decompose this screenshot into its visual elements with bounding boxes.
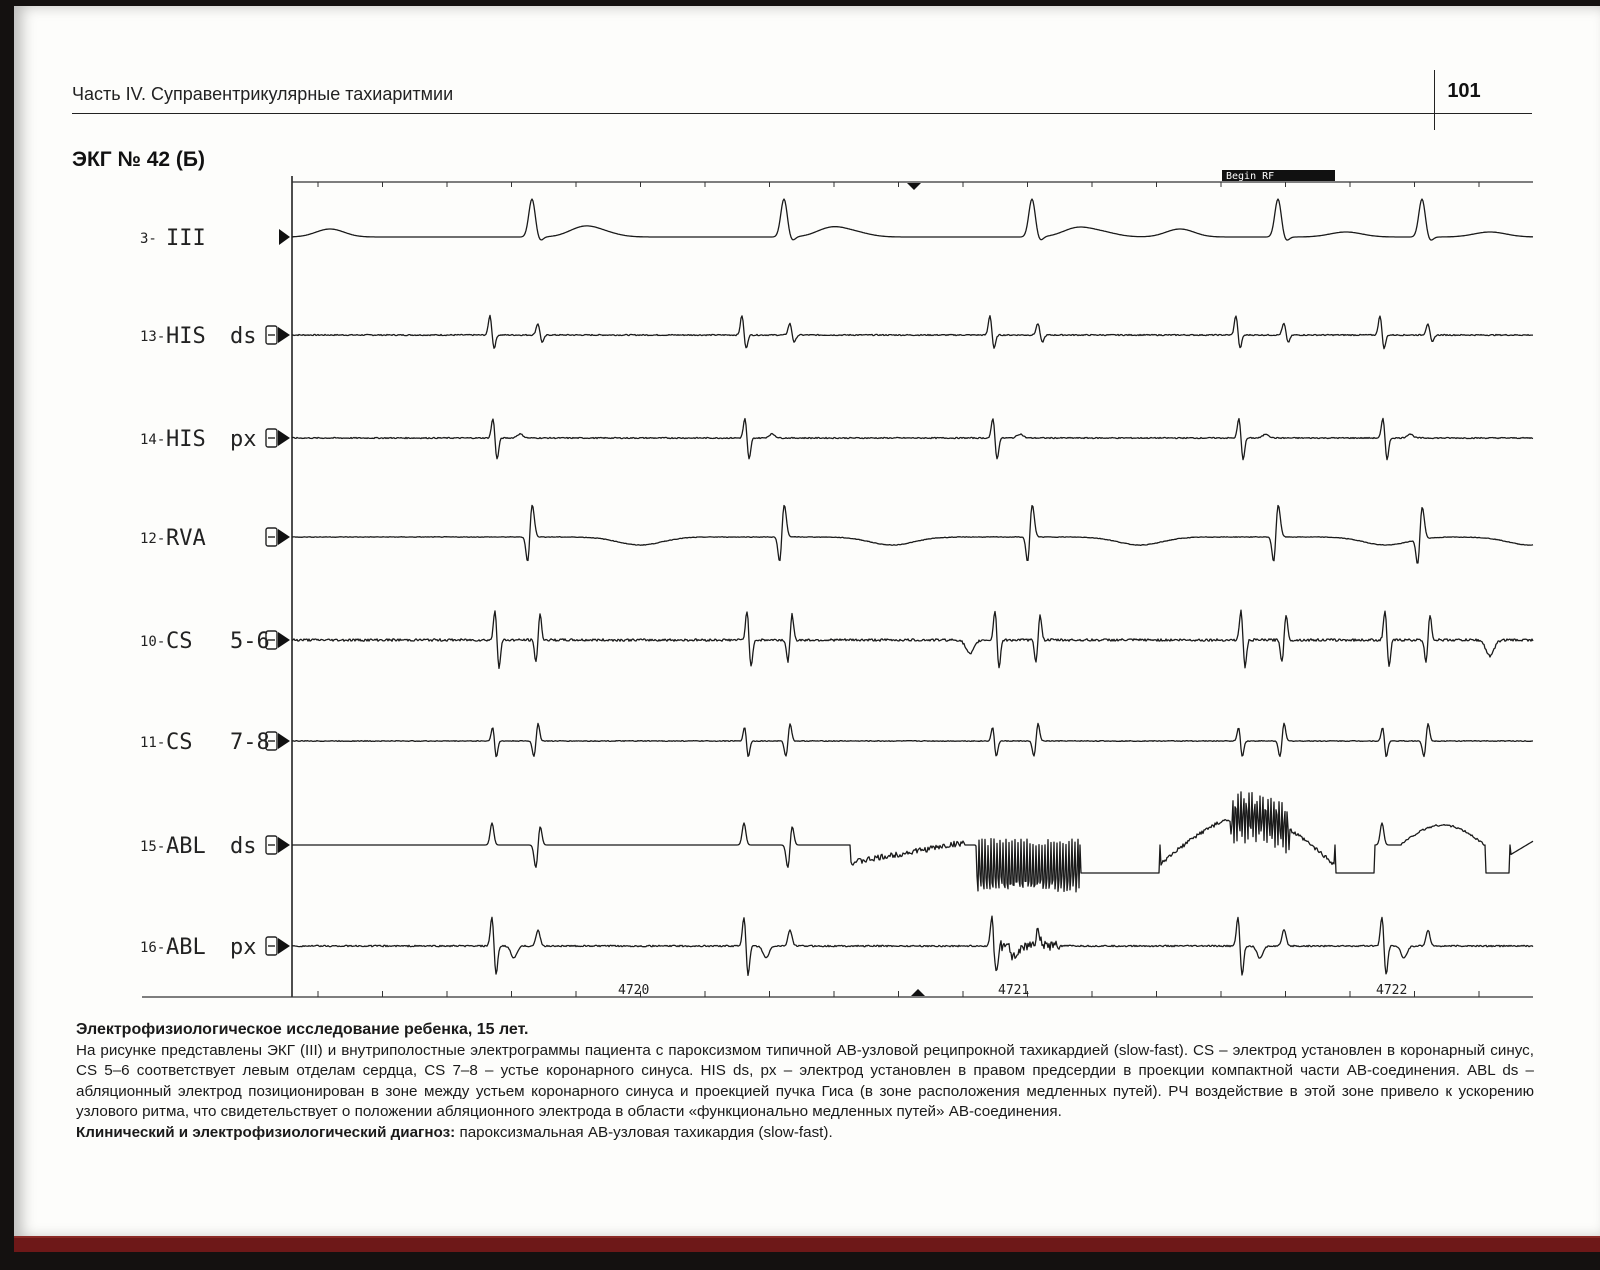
channel-arrow-icon xyxy=(278,327,290,343)
running-title: Часть IV. Суправентрикулярные тахиаритмии xyxy=(72,84,454,104)
channel-arrow-icon xyxy=(278,529,290,545)
channel-trace xyxy=(292,199,1533,240)
channel-trace xyxy=(292,610,1533,668)
channel-suffix: 5-6 xyxy=(230,629,270,654)
diagnosis-text: пароксизмальная АВ-узловая тахикардия (slow-fast). xyxy=(459,1123,833,1141)
channel-number: 12- xyxy=(140,531,166,547)
cursor-marker-top xyxy=(907,183,921,190)
channel-trace xyxy=(292,723,1533,756)
begin-rf-label: Begin RF xyxy=(1226,171,1275,182)
channel-name: CS xyxy=(166,629,193,654)
channel-number: 14- xyxy=(140,432,166,448)
channel-arrow-icon xyxy=(278,837,290,853)
channel-arrow-icon xyxy=(278,430,290,446)
channel-trace xyxy=(292,505,1533,563)
channel-number: 16- xyxy=(140,940,166,956)
channel-arrow-icon xyxy=(278,632,290,648)
figure-caption xyxy=(76,1020,1534,1143)
channel-number: 10- xyxy=(140,634,166,650)
channel-trace xyxy=(292,315,1533,348)
channel-suffix: px xyxy=(230,935,257,960)
channel-arrow-icon xyxy=(278,733,290,749)
channel-suffix: px xyxy=(230,427,257,452)
channel-name: CS xyxy=(166,730,193,755)
channel-trace xyxy=(292,792,1533,892)
channel-suffix: ds xyxy=(230,324,257,349)
channel-name: III xyxy=(166,226,206,251)
channel-name: ABL xyxy=(166,834,206,859)
channel-name: HIS xyxy=(166,427,206,452)
channel-trace xyxy=(292,916,1533,975)
time-label: 4721 xyxy=(998,983,1030,998)
channel-suffix: ds xyxy=(230,834,257,859)
channel-labels xyxy=(140,226,290,960)
tracing-frame xyxy=(142,170,1533,997)
caption-body: На рисунке представлены ЭКГ (III) и внутриполостные электрограммы пациента с пароксизмом типичной АВ-узловой реципрокной тахикардией (slow-fast). CS – электрод установлен в коронарный синус, CS 5–6 соответствует левым отделам сердца, CS 7–8 – устье коронарного синуса. HIS ds, px – электрод установлен в правом предсердии в проекции компактной части АВ-соединения. ABL ds – абляционный электрод позиционирован в зоне между устьем коронарного синуса и проекцией пучка Гиса (в зоне расположения медленных путей). РЧ воздействие в этой зоне привело к ускорению узлового ритма, что свидетельствует о положении абляционного электрода в области «функционально медленных путей» АВ-соединения. xyxy=(76,1041,1534,1120)
channel-arrow-icon xyxy=(278,938,290,954)
figure-title: ЭКГ № 42 (Б) xyxy=(72,148,206,171)
channel-number: 15- xyxy=(140,839,166,855)
channel-number: 13- xyxy=(140,329,166,345)
channel-arrow-icon xyxy=(279,229,290,245)
page-number: 101 xyxy=(1447,80,1481,102)
caption-title: Электрофизиологическое исследование ребенка, 15 лет. xyxy=(76,1021,529,1038)
time-label: 4722 xyxy=(1376,983,1408,998)
book-edge xyxy=(14,1236,1600,1252)
channel-trace xyxy=(292,418,1533,459)
channel-traces xyxy=(292,199,1533,975)
diagnosis-label: Клинический и электрофизиологический диагноз: xyxy=(76,1123,456,1141)
channel-number: 11- xyxy=(140,735,166,751)
cursor-marker-bottom xyxy=(911,989,925,996)
time-marks xyxy=(618,983,1407,998)
channel-suffix: 7-8 xyxy=(230,730,270,755)
channel-name: ABL xyxy=(166,935,206,960)
channel-name: HIS xyxy=(166,324,206,349)
time-label: 4720 xyxy=(618,983,650,998)
channel-number: 3- xyxy=(140,231,157,247)
channel-name: RVA xyxy=(166,526,206,551)
